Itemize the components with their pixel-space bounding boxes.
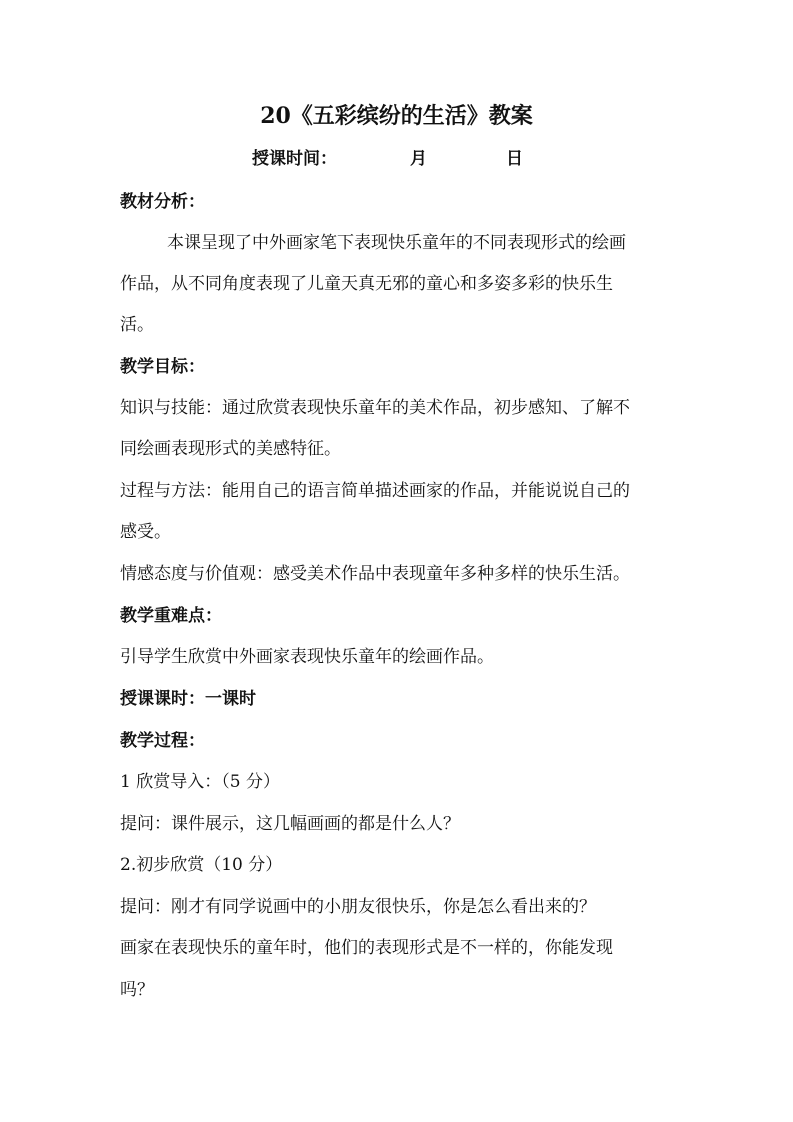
lesson-date-month: 月 [410, 149, 427, 169]
step2-paragraph-line2: 吗？ [120, 980, 154, 1000]
goal1-line1: 知识与技能：通过欣赏表现快乐童年的美术作品，初步感知、了解不 [120, 398, 630, 418]
step2-question: 提问：刚才有同学说画中的小朋友很快乐，你是怎么看出来的？ [120, 897, 596, 917]
step1-title: 1 欣赏导入：（5 分） [120, 772, 280, 792]
step1-question: 提问：课件展示，这几幅画画的都是什么人？ [120, 814, 460, 834]
goal2-line2: 感受。 [120, 522, 171, 542]
goal1-line2: 同绘画表现形式的美感特征。 [120, 439, 341, 459]
goal3: 情感态度与价值观：感受美术作品中表现童年多种多样的快乐生活。 [120, 564, 630, 584]
material-text-line2: 作品，从不同角度表现了儿童天真无邪的童心和多姿多彩的快乐生 [120, 274, 613, 294]
step2-paragraph-line1: 画家在表现快乐的童年时，他们的表现形式是不一样的，你能发现 [120, 938, 613, 958]
lesson-date-day: 日 [506, 149, 523, 169]
goals-heading: 教学目标： [120, 357, 205, 377]
key-points-heading: 教学重难点： [120, 606, 222, 626]
material-text-line1: 本课呈现了中外画家笔下表现快乐童年的不同表现形式的绘画 [167, 233, 626, 253]
key-points-text: 引导学生欣赏中外画家表现快乐童年的绘画作品。 [120, 647, 494, 667]
document-title: 20《五彩缤纷的生活》教案 [260, 103, 533, 129]
process-heading: 教学过程： [120, 731, 205, 751]
material-text-line3: 活。 [120, 315, 154, 335]
step2-title: 2.初步欣赏（10 分） [120, 855, 283, 875]
lesson-hours: 授课课时：一课时 [120, 689, 256, 709]
material-heading: 教材分析： [120, 192, 205, 212]
lesson-date-label: 授课时间： [252, 149, 337, 169]
goal2-line1: 过程与方法：能用自己的语言简单描述画家的作品，并能说说自己的 [120, 481, 630, 501]
